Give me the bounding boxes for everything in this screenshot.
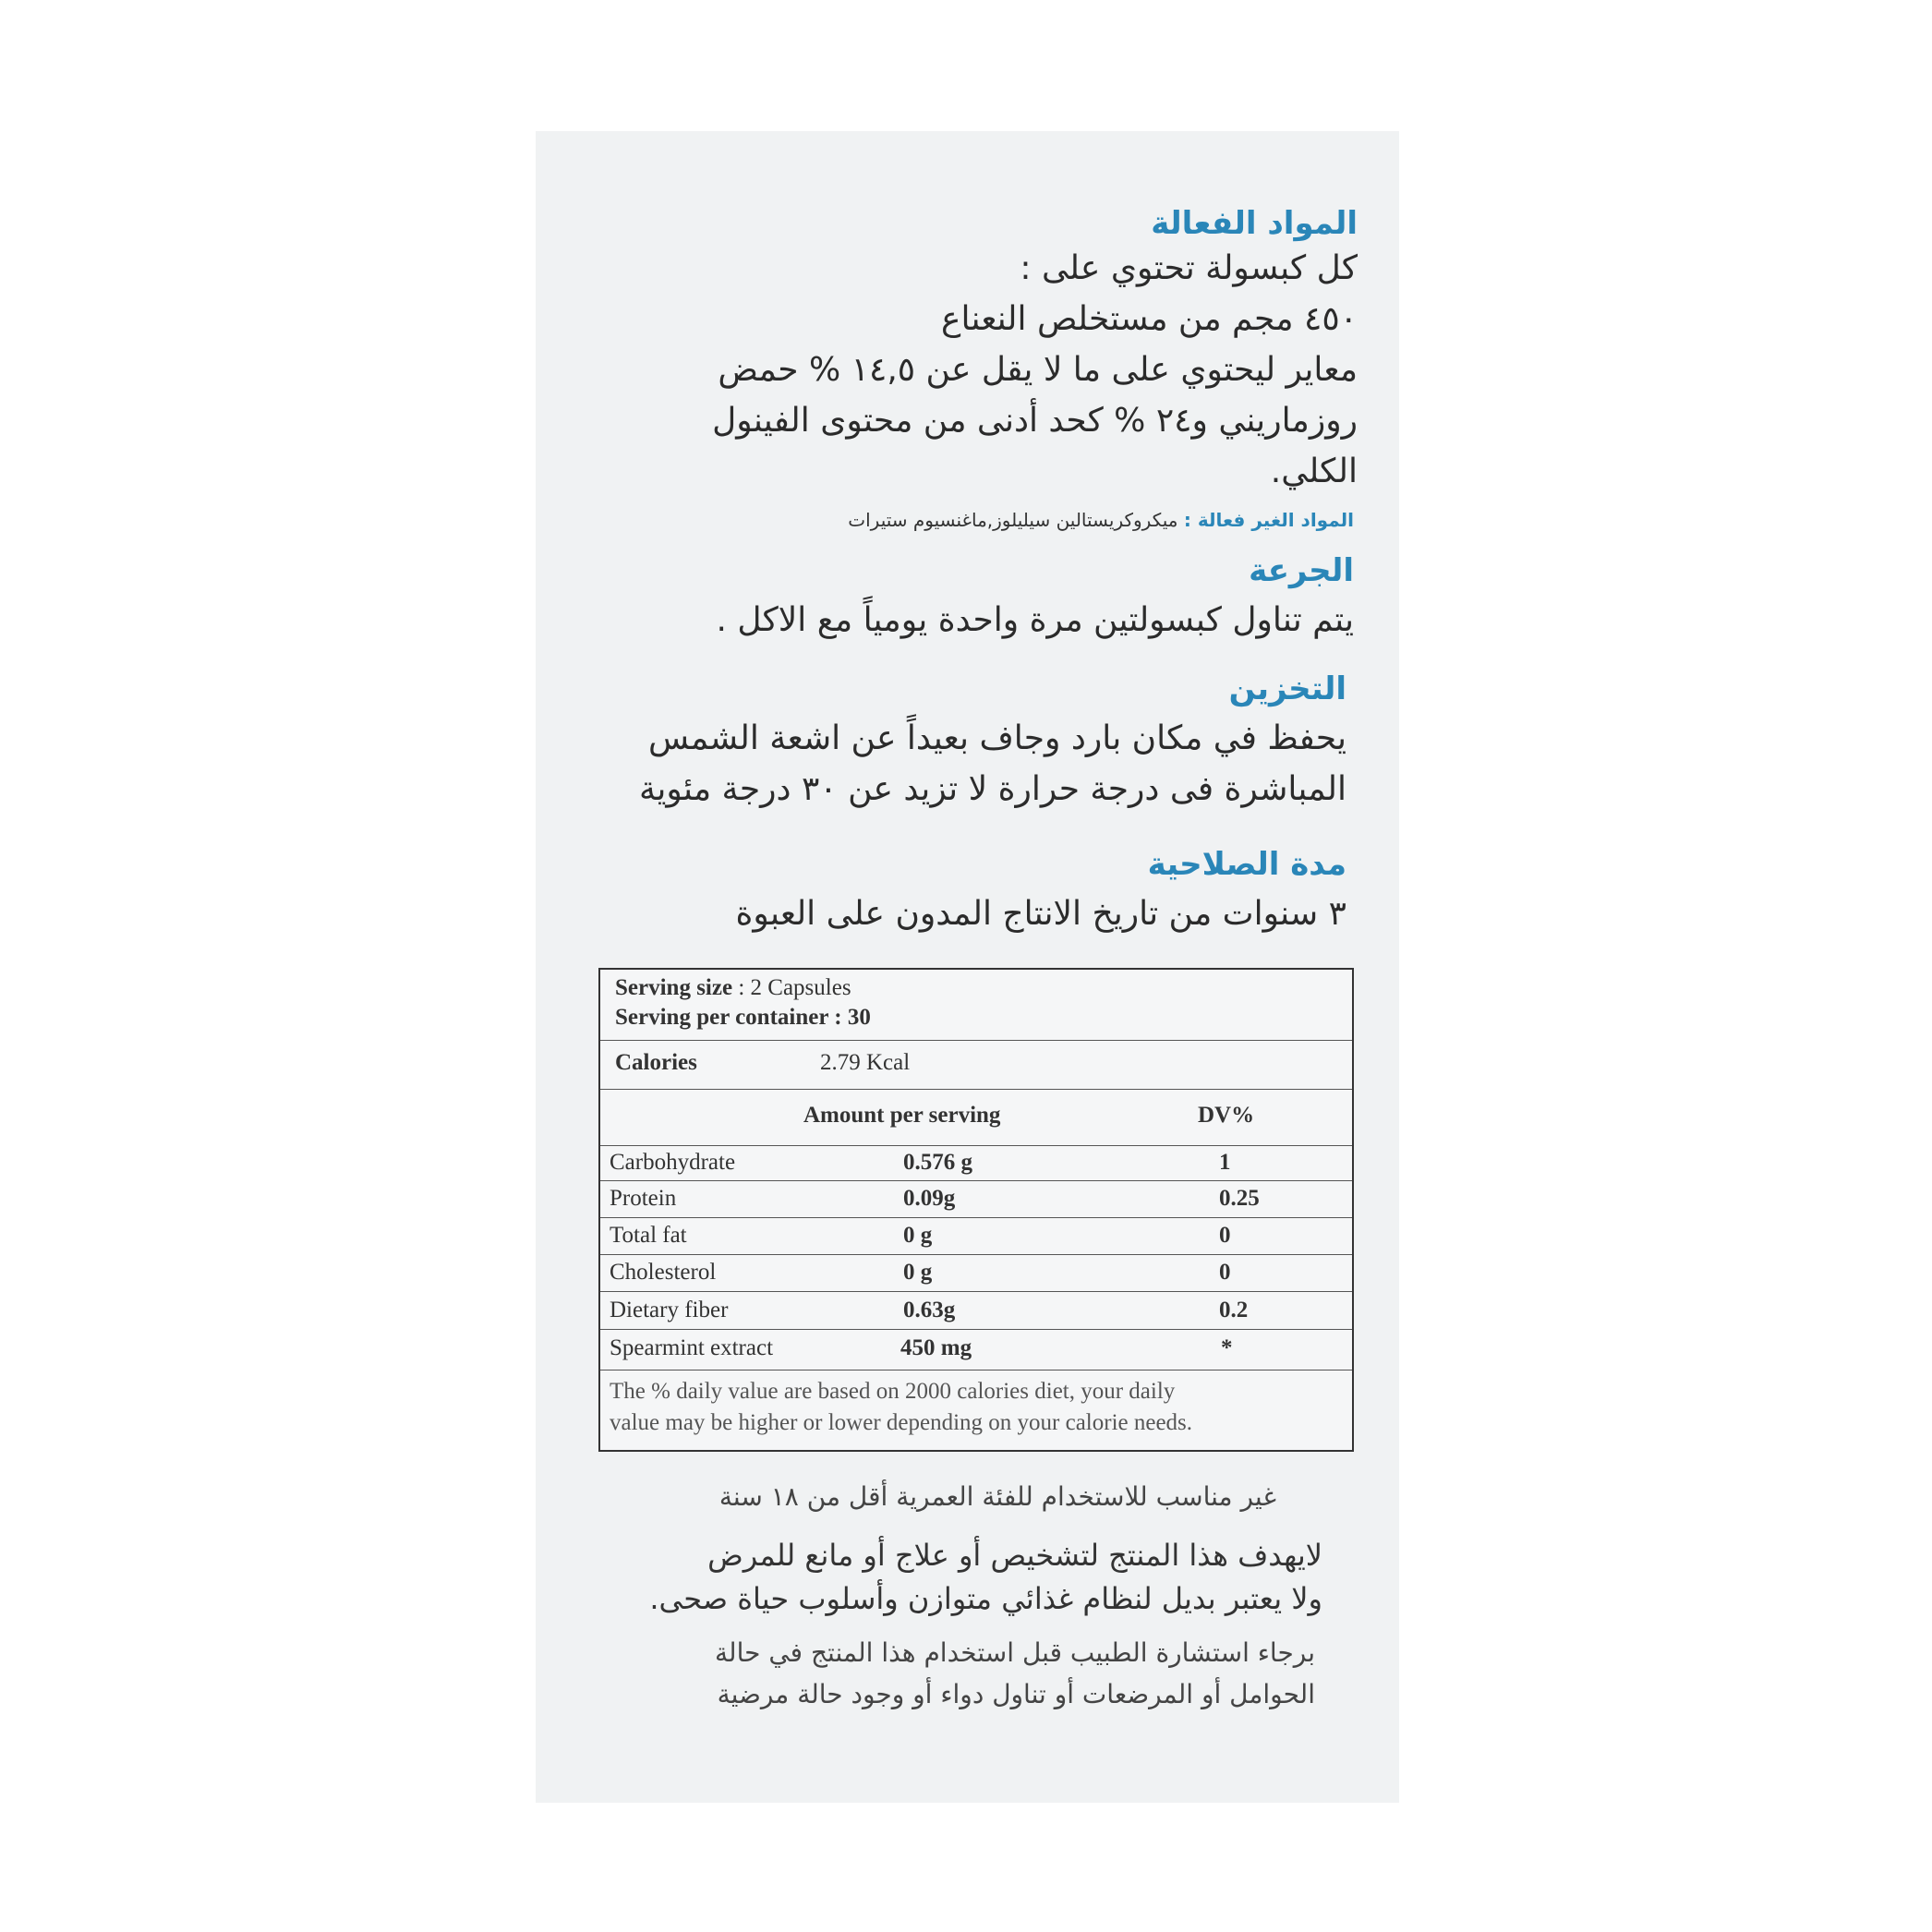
- active-line-2: ٤٥٠ مجم من مستخلص النعناع: [941, 300, 1358, 338]
- consult-warning-1: برجاء استشارة الطبيب قبل استخدام هذا المنتج في حالة: [715, 1637, 1315, 1668]
- serving-row: [600, 970, 1352, 1041]
- serving-size-value: : 2 Capsules: [738, 975, 851, 1000]
- nutrient-name: Spearmint extract: [610, 1335, 774, 1360]
- nutrient-dv: 0: [1219, 1223, 1231, 1248]
- serving-size: [615, 975, 851, 1001]
- amount-per-serving-header: Amount per serving: [803, 1103, 1001, 1128]
- calories-row: [600, 1040, 1352, 1090]
- active-ingredients-heading: المواد الفعالة: [1151, 205, 1358, 242]
- nutrient-dv: 0: [1219, 1260, 1231, 1285]
- nutrient-row: [600, 1145, 1352, 1181]
- nutrient-name: Carbohydrate: [610, 1150, 736, 1175]
- active-line-1: كل كبسولة تحتوي على :: [1020, 249, 1358, 287]
- servings-per-container: Serving per container : 30: [615, 1005, 871, 1030]
- footnote-line-2: value may be higher or lower depending on your calorie needs.: [610, 1410, 1193, 1435]
- nutrient-dv: 0.25: [1219, 1186, 1260, 1211]
- purpose-warning-2: ولا يعتبر بديل لنظام غذائي متوازن وأسلوب حياة صحى.: [649, 1581, 1322, 1616]
- inactive-ingredients-label: المواد الغير فعالة :: [1183, 509, 1354, 531]
- nutrient-row: [600, 1291, 1352, 1330]
- nutrient-amount: 0.09g: [903, 1186, 956, 1211]
- expiry-heading: مدة الصلاحية: [1147, 846, 1346, 883]
- age-warning: غير مناسب للاستخدام للفئة العمرية أقل من ١٨ سنة: [718, 1481, 1276, 1512]
- active-line-3: معاير ليحتوي على ما لا يقل عن ١٤,٥ % حمض: [718, 351, 1358, 389]
- nutrient-name: Dietary fiber: [610, 1298, 729, 1322]
- dose-text: يتم تناول كبسولتين مرة واحدة يومياً مع الاكل .: [716, 601, 1354, 639]
- nutrient-name: Protein: [610, 1186, 677, 1211]
- nutrient-row: [600, 1180, 1352, 1218]
- nutrient-amount: 0.576 g: [903, 1150, 972, 1175]
- calories-value: 2.79 Kcal: [820, 1050, 911, 1075]
- inactive-ingredients: [848, 509, 1354, 531]
- nutrition-table: [598, 968, 1354, 1452]
- nutrient-dv: *: [1221, 1335, 1233, 1360]
- storage-heading: التخزين: [1228, 670, 1346, 707]
- nutrient-row: [600, 1217, 1352, 1255]
- serving-size-label: Serving size: [615, 975, 733, 1000]
- nutrient-name: Total fat: [610, 1223, 687, 1248]
- dose-heading: الجرعة: [1249, 552, 1354, 589]
- expiry-text: ٣ سنوات من تاريخ الانتاج المدون على العبوة: [735, 895, 1346, 933]
- footnote-line-1: The % daily value are based on 2000 calories diet, your daily: [610, 1379, 1176, 1404]
- purpose-warning-1: لايهدف هذا المنتج لتشخيص أو علاج أو مانع للمرض: [707, 1538, 1322, 1573]
- nutrient-amount: 0 g: [903, 1260, 933, 1285]
- nutrient-dv: 0.2: [1219, 1298, 1249, 1322]
- nutrient-amount: 450 mg: [900, 1335, 972, 1360]
- nutrient-amount: 0 g: [903, 1223, 933, 1248]
- storage-line-2: المباشرة فى درجة حرارة لا تزيد عن ٣٠ درجة مئوية: [639, 770, 1346, 808]
- nutrient-amount: 0.63g: [903, 1298, 956, 1322]
- dv-header: DV%: [1198, 1103, 1255, 1128]
- column-header-row: [600, 1089, 1352, 1146]
- nutrient-row: [600, 1329, 1352, 1371]
- nutrient-dv: 1: [1219, 1150, 1231, 1175]
- nutrient-name: Cholesterol: [610, 1260, 717, 1285]
- consult-warning-2: الحوامل أو المرضعات أو تناول دواء أو وجود حالة مرضية: [717, 1679, 1315, 1709]
- active-line-5: الكلي.: [1270, 453, 1358, 490]
- inactive-ingredients-text: ميكروكريستالين سيليلوز,ماغنسيوم ستيرات: [848, 509, 1178, 531]
- storage-line-1: يحفظ في مكان بارد وجاف بعيداً عن اشعة الشمس: [648, 719, 1346, 757]
- active-line-4: روزماريني و٢٤ % كحد أدنى من محتوى الفينول: [712, 402, 1358, 440]
- calories-label: Calories: [615, 1050, 697, 1075]
- nutrient-row: [600, 1254, 1352, 1292]
- footnote: [600, 1370, 1352, 1452]
